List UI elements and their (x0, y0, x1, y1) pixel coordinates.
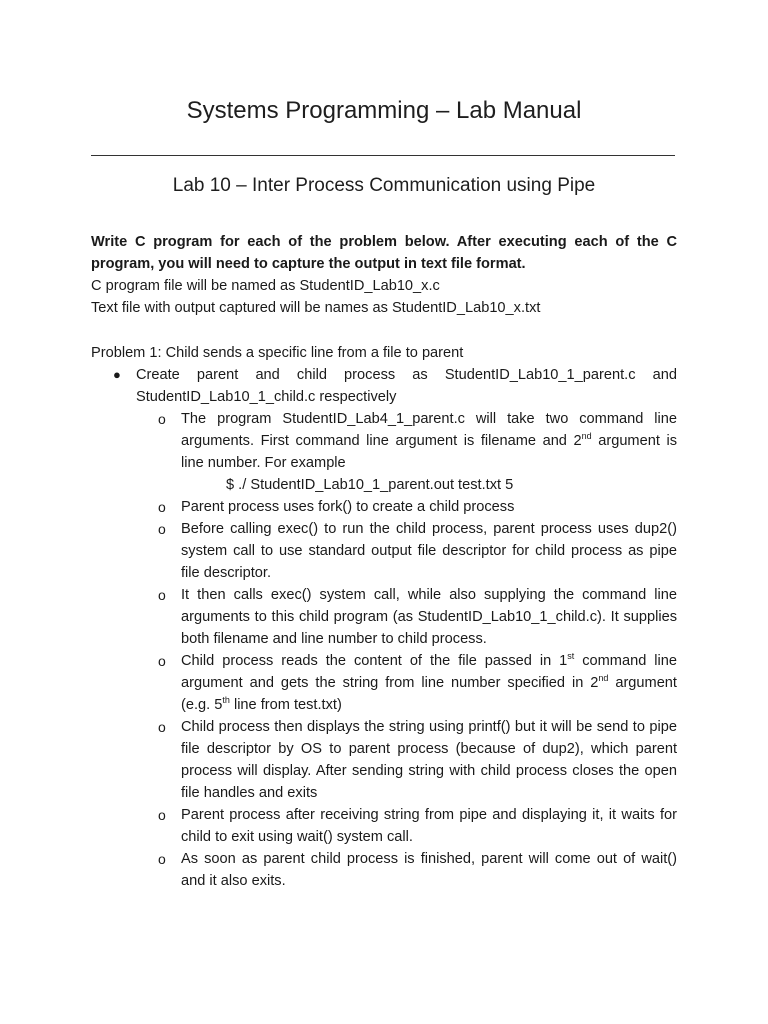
document-title: Systems Programming – Lab Manual (186, 97, 582, 124)
sub-item-text-part: argument (e.g. 5 (181, 675, 677, 713)
intro-section (91, 231, 677, 319)
intro-file-naming: C program file will be named as StudentID_Lab10_x.c (91, 278, 440, 294)
sub-item-2 (91, 496, 677, 518)
circle-bullet-icon: o (158, 851, 166, 867)
circle-bullet-icon: o (158, 587, 166, 603)
bullet-text: Create parent and child process as StudentID_Lab10_1_parent.c and StudentID_Lab10_1_child.c respectively (136, 367, 677, 405)
sub-item-6 (91, 716, 677, 804)
bullet-item (91, 364, 677, 408)
bullet-dot-icon: ● (113, 367, 121, 382)
circle-bullet-icon: o (158, 653, 166, 669)
sub-item-text: Parent process after receiving string from pipe and displaying it, it waits for child to exit using wait() system call. (181, 807, 677, 845)
circle-bullet-icon: o (158, 719, 166, 735)
sub-item-3 (91, 518, 677, 584)
sub-item-text: It then calls exec() system call, while also supplying the command line arguments to this child program (as StudentID_Lab10_1_child.c). It supplies both filename and line number to child process. (181, 587, 677, 647)
sub-item-8 (91, 848, 677, 892)
circle-bullet-icon: o (158, 807, 166, 823)
sub-item-4 (91, 584, 677, 650)
sub-item-1 (91, 408, 677, 496)
lab-subtitle: Lab 10 – Inter Process Communication using Pipe (172, 175, 596, 196)
sub-item-text-part: command line argument and gets the string from line number specified in 2 (181, 653, 677, 691)
title-divider (91, 155, 675, 156)
sub-item-5 (91, 650, 677, 716)
circle-bullet-icon: o (158, 499, 166, 515)
example-command: $ ./ StudentID_Lab10_1_parent.out test.txt 5 (226, 477, 514, 493)
sub-item-text (181, 650, 677, 716)
sub-item-text: Child process then displays the string using printf() but it will be send to pipe file descriptor by OS to parent process (because of dup2), which parent process will display. After sending string with child process closes the open file handles and exits (181, 719, 677, 801)
sub-item-text (181, 408, 677, 474)
sub-item-text-part: argument is line number. For example (181, 433, 677, 471)
sub-item-7 (91, 804, 677, 848)
sub-item-text-part: The program StudentID_Lab4_1_parent.c will take two command line arguments. First command line argument is filename and 2 (181, 411, 677, 449)
sub-item-text-part: Child process reads the content of the file passed in 1 (181, 653, 568, 669)
superscript: nd (581, 431, 592, 442)
superscript: th (222, 695, 230, 706)
sub-item-text: As soon as parent child process is finished, parent will come out of wait() and it also exits. (181, 851, 677, 889)
superscript: nd (598, 673, 609, 684)
circle-bullet-icon: o (158, 521, 166, 537)
sub-item-text: Parent process uses fork() to create a child process (181, 499, 515, 515)
sub-item-text-part: line from test.txt) (229, 697, 342, 713)
circle-bullet-icon: o (158, 411, 166, 427)
superscript: st (567, 651, 575, 662)
intro-output-naming: Text file with output captured will be names as StudentID_Lab10_x.txt (91, 300, 541, 316)
intro-instructions: Write C program for each of the problem below. After executing each of the C program, you will need to capture the output in text file format. (91, 234, 677, 272)
sub-item-text: Before calling exec() to run the child process, parent process uses dup2() system call to use standard output file descriptor for child process as pipe file descriptor. (181, 521, 677, 581)
problem-heading: Problem 1: Child sends a specific line from a file to parent (91, 345, 464, 361)
